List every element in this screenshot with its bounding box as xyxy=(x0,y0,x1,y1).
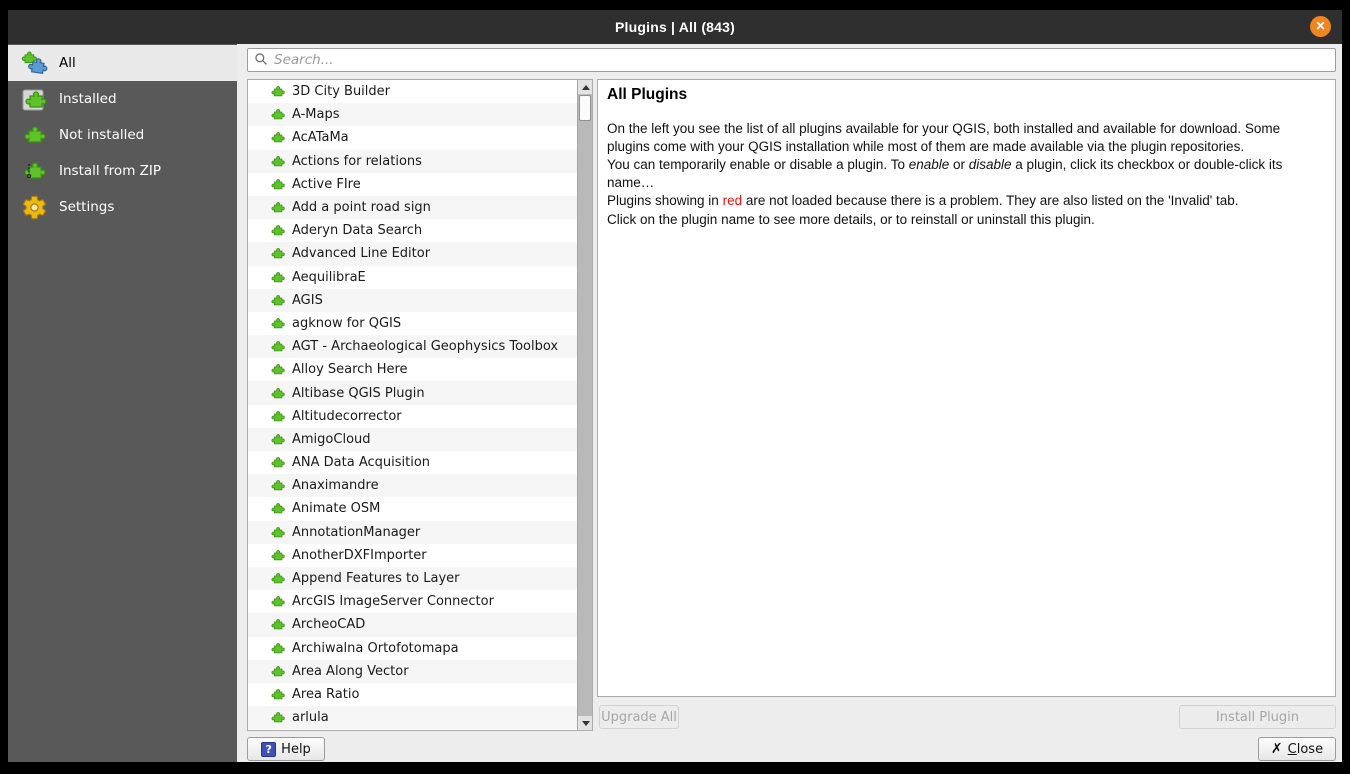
plugin-rows xyxy=(248,80,577,730)
plugin-name: ANA Data Acquisition xyxy=(292,455,431,471)
plugin-name: Actions for relations xyxy=(292,153,422,169)
plugin-name: Active FIre xyxy=(292,176,361,192)
plugin-name: ArcGIS ImageServer Connector xyxy=(292,594,494,610)
plugin-row[interactable] xyxy=(248,567,577,590)
plugin-icon xyxy=(270,223,285,238)
plugin-row[interactable] xyxy=(248,358,577,381)
plugin-row[interactable] xyxy=(248,660,577,683)
plugin-name: arlula xyxy=(292,710,329,726)
plugin-name: AGIS xyxy=(292,292,323,308)
plugin-icon xyxy=(270,154,285,169)
sidebar-item-not-installed[interactable] xyxy=(8,117,237,153)
search-input[interactable] xyxy=(274,52,1329,68)
search-box xyxy=(247,48,1336,72)
details-paragraph: Plugins showing in red are not loaded because there is a problem. They are also listed on the 'Invalid' tab. xyxy=(607,193,1239,208)
plugin-icon xyxy=(270,107,285,122)
scrollbar-thumb[interactable] xyxy=(579,95,591,121)
help-button-label: Help xyxy=(281,741,311,757)
plugin-row[interactable] xyxy=(248,103,577,126)
close-x-icon: ✗ xyxy=(1270,741,1283,757)
plugin-row[interactable] xyxy=(248,173,577,196)
details-paragraph: On the left you see the list of all plugins available for your QGIS, both installed and available for download. Some plugins come with your QGIS installation while most of them are made available via the plugin repositories. xyxy=(607,121,1281,154)
details-paragraph: You can temporarily enable or disable a plugin. To enable or disable a plugin, click its checkbox or double-click its name… xyxy=(607,157,1283,190)
help-icon: ? xyxy=(261,742,276,757)
plugin-row[interactable] xyxy=(248,335,577,358)
sidebar-item-label: All xyxy=(59,55,76,71)
plugin-icon xyxy=(270,386,285,401)
plugin-name: agknow for QGIS xyxy=(292,315,402,331)
dialog-content xyxy=(8,44,1342,762)
settings-icon xyxy=(21,194,48,221)
plugin-row[interactable] xyxy=(248,428,577,451)
sidebar-item-install-from-zip[interactable] xyxy=(8,153,237,189)
plugin-icon xyxy=(270,594,285,609)
sidebar-item-label: Not installed xyxy=(59,127,145,143)
plugin-icon xyxy=(270,270,285,285)
install-plugin-button[interactable]: Install Plugin xyxy=(1179,705,1336,729)
search-icon xyxy=(254,51,268,70)
titlebar xyxy=(8,10,1342,44)
plugin-icon xyxy=(270,455,285,470)
plugin-name: A-Maps xyxy=(292,107,340,123)
plugin-name: AnnotationManager xyxy=(292,524,421,540)
plugin-row[interactable] xyxy=(248,126,577,149)
plugin-name: AmigoCloud xyxy=(292,431,371,447)
sidebar-item-label: Install from ZIP xyxy=(59,163,162,179)
plugin-name: Anaximandre xyxy=(292,478,379,494)
plugin-icon xyxy=(270,84,285,99)
plugin-icon xyxy=(270,710,285,725)
plugin-row[interactable] xyxy=(248,544,577,567)
installed-icon xyxy=(21,86,48,113)
plugin-icon xyxy=(270,200,285,215)
details-heading: All Plugins xyxy=(607,86,688,103)
plugin-icon xyxy=(270,641,285,656)
plugin-row[interactable] xyxy=(248,706,577,729)
sidebar-item-label: Installed xyxy=(59,91,117,107)
plugin-row[interactable] xyxy=(248,474,577,497)
plugin-name: Area Along Vector xyxy=(292,663,409,679)
plugin-list-scrollbar[interactable] xyxy=(577,80,592,730)
plugin-name: Area Ratio xyxy=(292,686,360,702)
plugin-row[interactable] xyxy=(248,289,577,312)
plugin-list xyxy=(247,79,593,731)
sidebar-item-all[interactable] xyxy=(8,45,237,81)
close-button-label: Close xyxy=(1287,741,1324,757)
plugin-icon xyxy=(270,664,285,679)
scroll-down-icon[interactable] xyxy=(578,716,593,730)
scroll-up-icon[interactable] xyxy=(578,80,593,94)
plugin-name: Advanced Line Editor xyxy=(292,246,431,262)
sidebar-item-label: Settings xyxy=(59,199,115,215)
plugin-row[interactable] xyxy=(248,521,577,544)
plugin-row[interactable] xyxy=(248,242,577,265)
all-plugins-icon xyxy=(21,50,48,77)
close-button[interactable] xyxy=(1258,737,1336,761)
help-button[interactable] xyxy=(247,737,325,761)
plugin-name: ArcheoCAD xyxy=(292,617,366,633)
window-title: Plugins | All (843) xyxy=(615,19,735,35)
plugin-icon xyxy=(270,548,285,563)
plugin-icon xyxy=(270,478,285,493)
plugin-manager-dialog xyxy=(8,10,1342,762)
plugin-row[interactable] xyxy=(248,451,577,474)
plugin-icon xyxy=(270,293,285,308)
plugin-icon xyxy=(270,432,285,447)
plugin-name: AnotherDXFImporter xyxy=(292,547,427,563)
plugin-name: Altibase QGIS Plugin xyxy=(292,385,425,401)
window-close-icon[interactable]: ✕ xyxy=(1310,16,1331,37)
plugin-row[interactable] xyxy=(248,613,577,636)
details-paragraph: Click on the plugin name to see more details, or to reinstall or uninstall this plugin. xyxy=(607,211,1095,227)
plugin-icon xyxy=(270,130,285,145)
plugin-row[interactable] xyxy=(248,80,577,103)
plugin-name: Animate OSM xyxy=(292,501,381,517)
plugin-name: Add a point road sign xyxy=(292,200,431,216)
plugin-row[interactable] xyxy=(248,196,577,219)
sidebar xyxy=(8,44,237,762)
plugin-name: Aderyn Data Search xyxy=(292,223,423,239)
plugin-icon xyxy=(270,339,285,354)
plugin-icon xyxy=(270,177,285,192)
plugin-icon xyxy=(270,362,285,377)
sidebar-item-installed[interactable] xyxy=(8,81,237,117)
plugin-row[interactable] xyxy=(248,497,577,520)
plugin-row[interactable] xyxy=(248,266,577,289)
plugin-row[interactable] xyxy=(248,590,577,613)
install-from-zip-icon xyxy=(21,158,48,185)
plugin-name: Append Features to Layer xyxy=(292,571,460,587)
plugin-row[interactable] xyxy=(248,405,577,428)
plugin-name: Alloy Search Here xyxy=(292,362,408,378)
plugin-row[interactable] xyxy=(248,637,577,660)
plugin-name: AcATaMa xyxy=(292,130,349,146)
sidebar-item-settings[interactable] xyxy=(8,189,237,225)
plugin-icon xyxy=(270,409,285,424)
plugin-icon xyxy=(270,246,285,261)
not-installed-icon xyxy=(21,122,48,149)
plugin-details-panel xyxy=(597,79,1336,697)
plugin-icon xyxy=(270,687,285,702)
upgrade-all-button[interactable]: Upgrade All xyxy=(599,705,679,729)
plugin-icon xyxy=(270,525,285,540)
plugin-row[interactable] xyxy=(248,312,577,335)
plugin-name: Archiwalna Ortofotomapa xyxy=(292,640,459,656)
plugin-name: Altitudecorrector xyxy=(292,408,402,424)
plugin-row[interactable] xyxy=(248,381,577,404)
plugin-icon xyxy=(270,571,285,586)
plugin-name: AequilibraE xyxy=(292,269,366,285)
details-text xyxy=(607,120,1326,228)
plugin-row[interactable] xyxy=(248,219,577,242)
plugin-row[interactable] xyxy=(248,683,577,706)
plugin-icon xyxy=(270,316,285,331)
plugin-icon xyxy=(270,501,285,516)
plugin-name: AGT - Archaeological Geophysics Toolbox xyxy=(292,339,559,355)
plugin-row[interactable] xyxy=(248,150,577,173)
plugin-name: 3D City Builder xyxy=(292,84,391,100)
plugin-icon xyxy=(270,617,285,632)
